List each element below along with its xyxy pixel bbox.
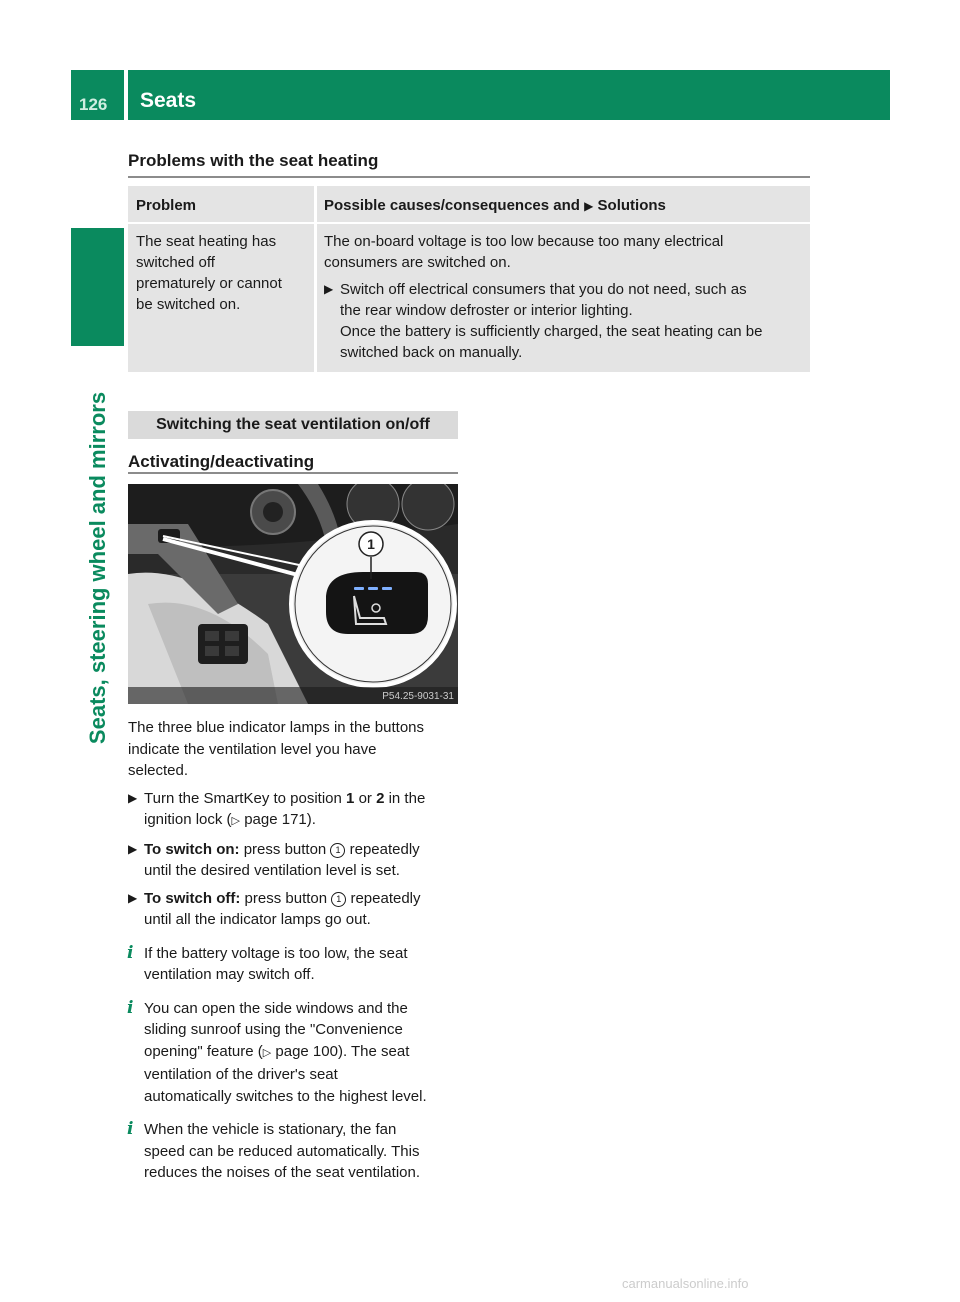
step-3: ▶ To switch off: press button 1 repeatedly until all the indicator lamps go out. (128, 889, 421, 928)
arrow-right-icon: ▶ (128, 890, 138, 905)
header-bar (128, 70, 890, 120)
section-rule (128, 176, 810, 178)
section-title-ventilation: Switching the seat ventilation on/off (156, 416, 430, 433)
callout-1-icon: 1 (331, 892, 346, 907)
arrow-right-icon: ▶ (128, 790, 138, 805)
page-number: 126 (71, 70, 124, 120)
table-header-problem: Problem (136, 197, 197, 214)
step-1: ▶ Turn the SmartKey to position 1 or 2 in the ignition lock (▷ page 171). (128, 789, 426, 828)
arrow-right-icon: ▶ (128, 841, 138, 856)
info-icon: i (127, 942, 134, 963)
page-ref-icon: ▷ (231, 815, 241, 827)
subsection-rule (128, 472, 458, 474)
intro-paragraph: The three blue indicator lamps in the buttons indicate the ventilation level you have selected. (128, 719, 425, 779)
subsection-title: Activating/deactivating (128, 452, 315, 471)
side-tab-label: Seats, steering wheel and mirrors (84, 391, 110, 745)
callout-1-icon: 1 (330, 843, 345, 858)
ventilation-body (128, 717, 464, 1190)
info-icon: i (127, 1119, 134, 1139)
image-code: P54.25-9031-31 (382, 691, 454, 702)
info-note-3: i When the vehicle is stationary, the fan speed can be reduced automatically. This reduces the noises of the seat ventilation. (127, 1119, 421, 1181)
table-cell-problem: The seat heating has switched off prematurely or cannot be switched on. (136, 233, 282, 313)
step-2: ▶ To switch on: press button 1 repeatedly until the desired ventilation level is set. (128, 840, 420, 879)
info-icon: i (127, 997, 134, 1018)
arrow-right-icon: ▶ (584, 199, 594, 213)
side-tab (71, 368, 124, 768)
table-cell-solutions: The on-board voltage is too low because too many electrical consumers are switched on. ▶ Switch off electrical consumers that you do not need, such as the rear window defroster or interior lighting. Once the battery is sufficiently charged, the seat heating can be switched back on manually. (324, 233, 763, 361)
callout-1: 1 (367, 536, 375, 552)
section-title-heating: Problems with the seat heating (128, 151, 379, 170)
page-ref-link[interactable]: page 100). The seat (275, 1042, 410, 1060)
page-ref-icon: ▷ (262, 1046, 272, 1059)
arrow-right-icon: ▶ (324, 282, 334, 296)
info-note-1: i If the battery voltage is too low, the seat ventilation may switch off. (127, 942, 408, 983)
table-header-solutions: Possible causes/consequences and ▶ Solutions (324, 197, 666, 214)
side-tab-block (71, 228, 124, 346)
info-note-2: i You can open the side windows and the sliding sunroof using the "Convenience opening" feature (▷ page 100). The seat ventilation of the driver's seat automatically switches to the highest level. (127, 997, 427, 1105)
seat-ventilation-photo (128, 484, 458, 704)
header-section-title: Seats (140, 89, 197, 112)
page-ref-link[interactable]: page 171). (244, 811, 316, 828)
footer-watermark: carmanualsonline.info (622, 1276, 749, 1291)
